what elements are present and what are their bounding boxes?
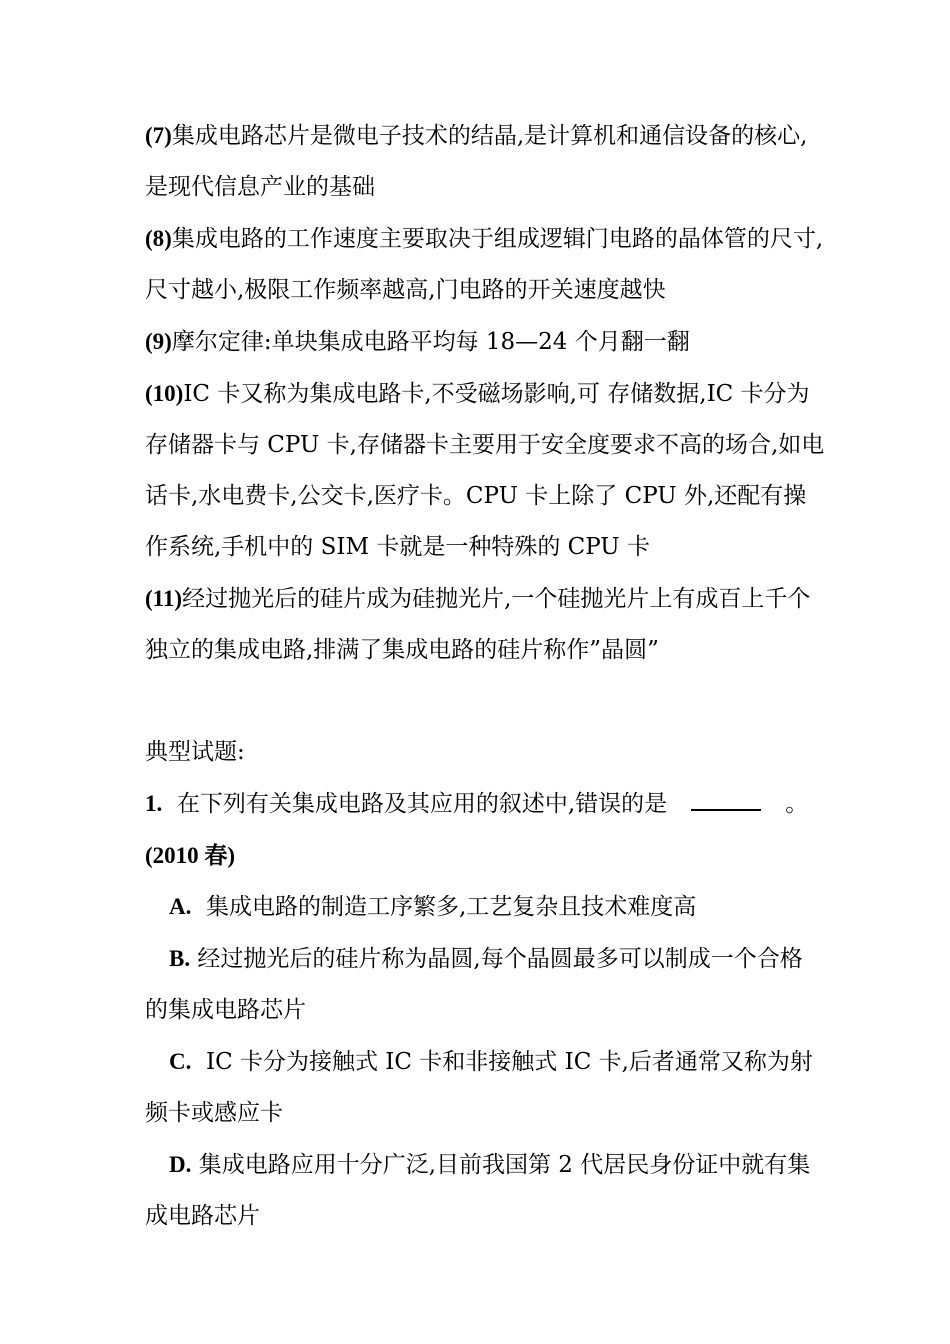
option-label: B.	[169, 946, 191, 971]
fact-text: 集成电路的工作速度主要取决于组成逻辑门电路的晶体管的尺寸,尺寸越小,极限工作频率越高,门电路的开关速度越快	[145, 226, 824, 303]
fact-text: IC 卡又称为集成电路卡,不受磁场影响,可 存储数据,IC 卡分为存储器卡与 CPU 卡,存储器卡主要用于安全度要求不高的场合,如电话卡,水电费卡,公交卡,医疗卡。CPU 卡上除了 CPU 外,还配有操作系统,手机中的 SIM 卡就是一种特殊的 CPU 卡	[145, 381, 825, 560]
section-title: 典型试题:	[145, 739, 245, 765]
fact-8	[145, 213, 825, 316]
fact-number: (11)	[145, 586, 183, 611]
document-page	[145, 110, 825, 1242]
fact-text: 摩尔定律:单块集成电路平均每 18—24 个月翻一翻	[171, 329, 690, 355]
fact-text: 集成电路芯片是微电子技术的结晶,是计算机和通信设备的核心,是现代信息产业的基础	[145, 123, 808, 200]
question-text: 在下列有关集成电路及其应用的叙述中,错误的是	[176, 791, 668, 817]
option-a	[145, 881, 825, 933]
fact-7	[145, 110, 825, 213]
fact-11	[145, 573, 825, 676]
option-label: D.	[169, 1152, 192, 1177]
option-c	[145, 1036, 825, 1139]
fact-number: (8)	[145, 226, 172, 251]
fact-10	[145, 368, 825, 573]
option-b	[145, 933, 825, 1036]
question-end: 。	[785, 791, 809, 817]
option-label: A.	[169, 894, 192, 919]
option-text: 经过抛光后的硅片称为晶圆,每个晶圆最多可以制成一个合格的集成电路芯片	[145, 946, 803, 1023]
section-gap	[145, 676, 825, 727]
question-source: (2010 春)	[145, 843, 236, 868]
option-text: 集成电路的制造工序繁多,工艺复杂且技术难度高	[206, 894, 697, 920]
option-label: C.	[169, 1049, 192, 1074]
option-d	[145, 1139, 825, 1242]
answer-blank	[691, 789, 761, 811]
fact-9	[145, 316, 825, 368]
option-text: IC 卡分为接触式 IC 卡和非接触式 IC 卡,后者通常又称为射频卡或感应卡	[145, 1049, 813, 1126]
fact-number: (10)	[145, 381, 184, 406]
option-text: 集成电路应用十分广泛,目前我国第 2 代居民身份证中就有集成电路芯片	[145, 1152, 811, 1229]
question-number: 1.	[145, 791, 163, 816]
fact-text: 经过抛光后的硅片成为硅抛光片,一个硅抛光片上有成百上千个独立的集成电路,排满了集成电路的硅片称作”晶圆”	[145, 586, 811, 663]
fact-number: (9)	[145, 329, 172, 354]
fact-number: (7)	[145, 123, 172, 148]
question-1	[145, 778, 825, 830]
